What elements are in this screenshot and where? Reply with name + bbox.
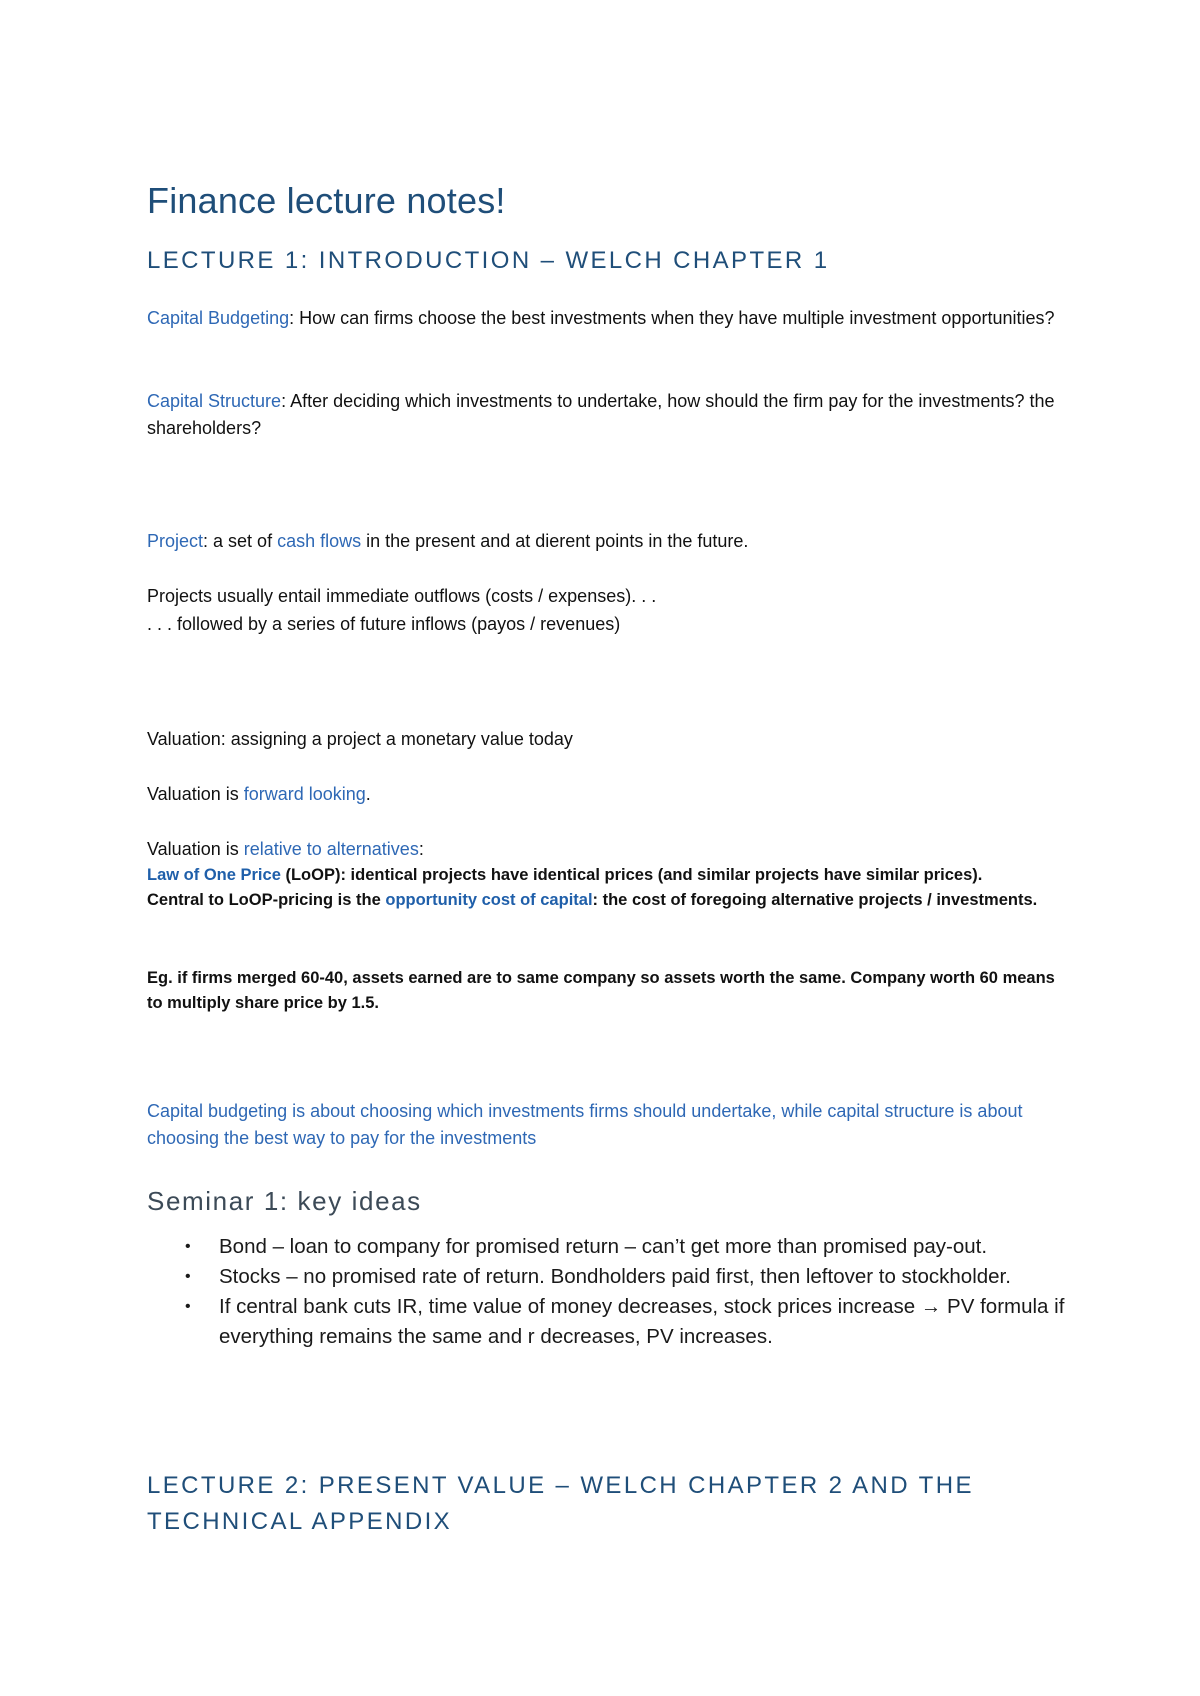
bullet-text: Bond – loan to company for promised return – can’t get more than promised pay-out. bbox=[219, 1235, 988, 1258]
projects-line-1: Projects usually entail immediate outflows (costs / expenses). . . bbox=[147, 586, 657, 606]
opportunity-cost-text-1: Central to LoOP-pricing is the bbox=[147, 891, 386, 909]
project-paragraph bbox=[147, 528, 1067, 555]
seminar-1-heading: Seminar 1: key ideas bbox=[147, 1186, 422, 1216]
valuation-relative-text: Valuation is bbox=[147, 839, 244, 859]
valuation-relative-paragraph bbox=[147, 836, 1067, 863]
law-of-one-price-term: Law of One Price bbox=[147, 866, 281, 884]
lecture-2-heading: LECTURE 2: PRESENT VALUE – WELCH CHAPTER 2 AND THE TECHNICAL APPENDIX bbox=[147, 1472, 974, 1535]
law-of-one-price-paragraph bbox=[147, 863, 1067, 888]
project-term: Project bbox=[147, 531, 204, 551]
lecture-1-heading: LECTURE 1: INTRODUCTION – WELCH CHAPTER 1 bbox=[147, 247, 830, 274]
valuation-relative-end: : bbox=[418, 839, 424, 859]
capital-structure-term: Capital Structure bbox=[147, 391, 282, 411]
project-text-2: in the present and at dierent points in the future. bbox=[361, 531, 749, 551]
forward-looking-term: forward looking bbox=[243, 784, 366, 804]
capital-structure-paragraph bbox=[147, 388, 1067, 442]
bullet-icon: • bbox=[185, 1298, 191, 1315]
projects-line-2: . . . followed by a series of future inflows (payos / revenues) bbox=[147, 614, 621, 634]
capital-structure-text: : After deciding which investments to undertake, how should the firm pay for the investments? the shareholders? bbox=[147, 391, 1055, 438]
capital-budgeting-text: : How can firms choose the best investments when they have multiple investment opportunities? bbox=[289, 308, 1055, 328]
law-of-one-price-text: (LoOP): identical projects have identical prices (and similar projects have similar prices). bbox=[280, 866, 983, 884]
seminar-1-bullet-list bbox=[147, 1232, 1067, 1352]
merger-example-paragraph: Eg. if firms merged 60-40, assets earned are to same company so assets worth the same. Company worth 60 means to multiply share price by 1.5. bbox=[147, 969, 1055, 1012]
opportunity-cost-term: opportunity cost of capital bbox=[385, 891, 593, 909]
bullet-icon: • bbox=[185, 1268, 191, 1285]
capital-budgeting-term: Capital Budgeting bbox=[147, 308, 290, 328]
capital-budgeting-paragraph bbox=[147, 305, 1067, 332]
valuation-forward-end: . bbox=[365, 784, 371, 804]
cash-flows-term: cash flows bbox=[277, 531, 362, 551]
valuation-definition: Valuation: assigning a project a monetary value today bbox=[147, 729, 573, 749]
document-title: Finance lecture notes! bbox=[147, 180, 506, 221]
list-item bbox=[147, 1262, 1067, 1292]
project-text-1: : a set of bbox=[203, 531, 278, 551]
valuation-forward-paragraph bbox=[147, 781, 1067, 808]
list-item bbox=[147, 1232, 1067, 1262]
bullet-icon: • bbox=[185, 1238, 191, 1255]
valuation-forward-text: Valuation is bbox=[147, 784, 244, 804]
summary-paragraph: Capital budgeting is about choosing which investments firms should undertake, while capital structure is about choosing the best way to pay for the investments bbox=[147, 1101, 1023, 1148]
relative-to-alternatives-term: relative to alternatives bbox=[243, 839, 419, 859]
bullet-text: If central bank cuts IR, time value of money decreases, stock prices increase → PV formula if everything remains the same and r decreases, PV increases. bbox=[219, 1295, 1065, 1348]
opportunity-cost-text-2: : the cost of foregoing alternative projects / investments. bbox=[592, 891, 1038, 909]
list-item bbox=[147, 1292, 1067, 1352]
bullet-text: Stocks – no promised rate of return. Bondholders paid first, then leftover to stockholder. bbox=[219, 1265, 1011, 1288]
opportunity-cost-paragraph bbox=[147, 888, 1067, 913]
